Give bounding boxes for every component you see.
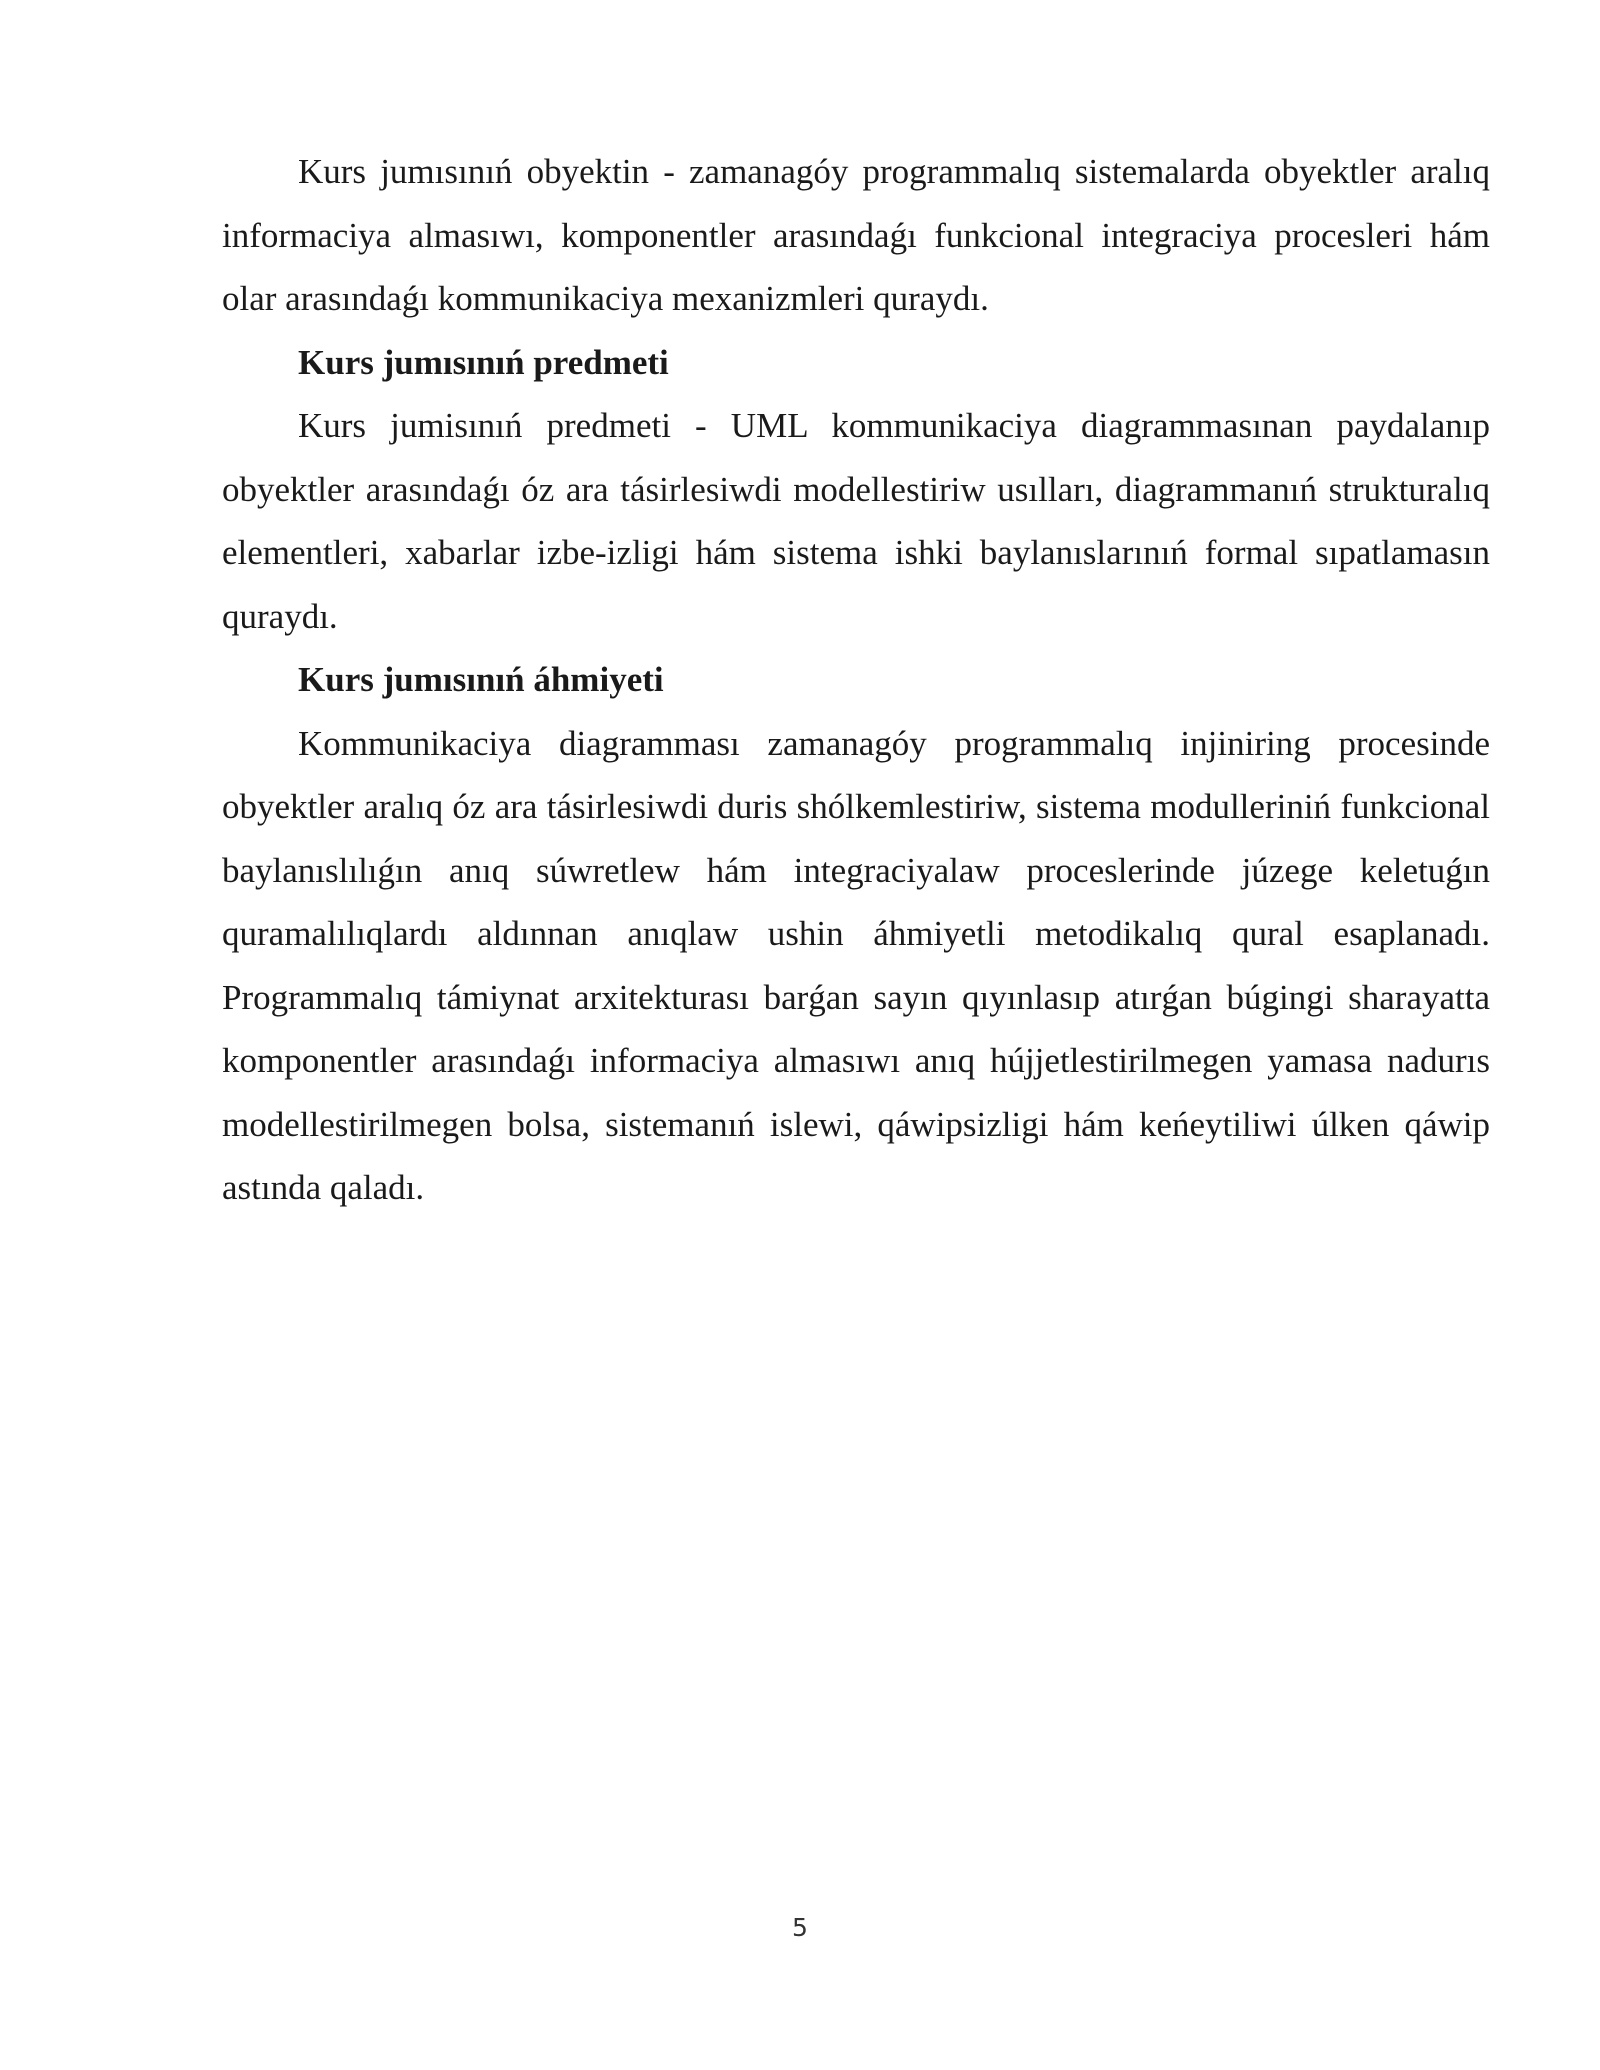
page-number: 5: [792, 1913, 808, 1942]
subject-paragraph: Kurs jumisınıń predmeti - UML kommunikaciya diagrammasınan paydalanıp obyektler arasındaǵı óz ara tásirlesiwdi modellestiriw usılları, diagrammanıń strukturalıq elementleri, xabarlar izbe-izligi hám sistema ishki baylanıslarınıń formal sıpatlamasın quraydı.: [222, 406, 1490, 636]
document-body: [222, 140, 1490, 1220]
significance-heading: Kurs jumısınıń áhmiyeti: [298, 660, 664, 699]
subject-heading: Kurs jumısınıń predmeti: [298, 342, 669, 382]
object-paragraph: Kurs jumısınıń obyektin - zamanagóy programmalıq sistemalarda obyektler aralıq informaciya almasıwı, komponentler arasındaǵı funkcional integraciya procesleri hám olar arasındaǵı kommunikaciya mexanizmleri quraydı.: [222, 152, 1490, 318]
significance-paragraph: Kommunikaciya diagramması zamanagóy programmalıq injiniring procesinde obyektler aralıq óz ara tásirlesiwdi duris shólkemlestiriw, sistema modulleriniń funkcional baylanıslılıǵın anıq súwretlew hám integraciyalaw proceslerinde júzege keletuǵın quramalılıqlardı aldınnan anıqlaw ushin áhmiyetli metodikalıq qural esaplanadı. Programmalıq támiynat arxitekturası barǵan sayın qıyınlasıp atırǵan búgingi sharayatta komponentler arasındaǵı informaciya almasıwı anıq hújjetlestirilmegen yamasa nadurıs modellestirilmegen bolsa, sistemanıń islewi, qáwipsizligi hám keńeytiliwi úlken qáwip astında qaladı.: [222, 723, 1490, 1207]
